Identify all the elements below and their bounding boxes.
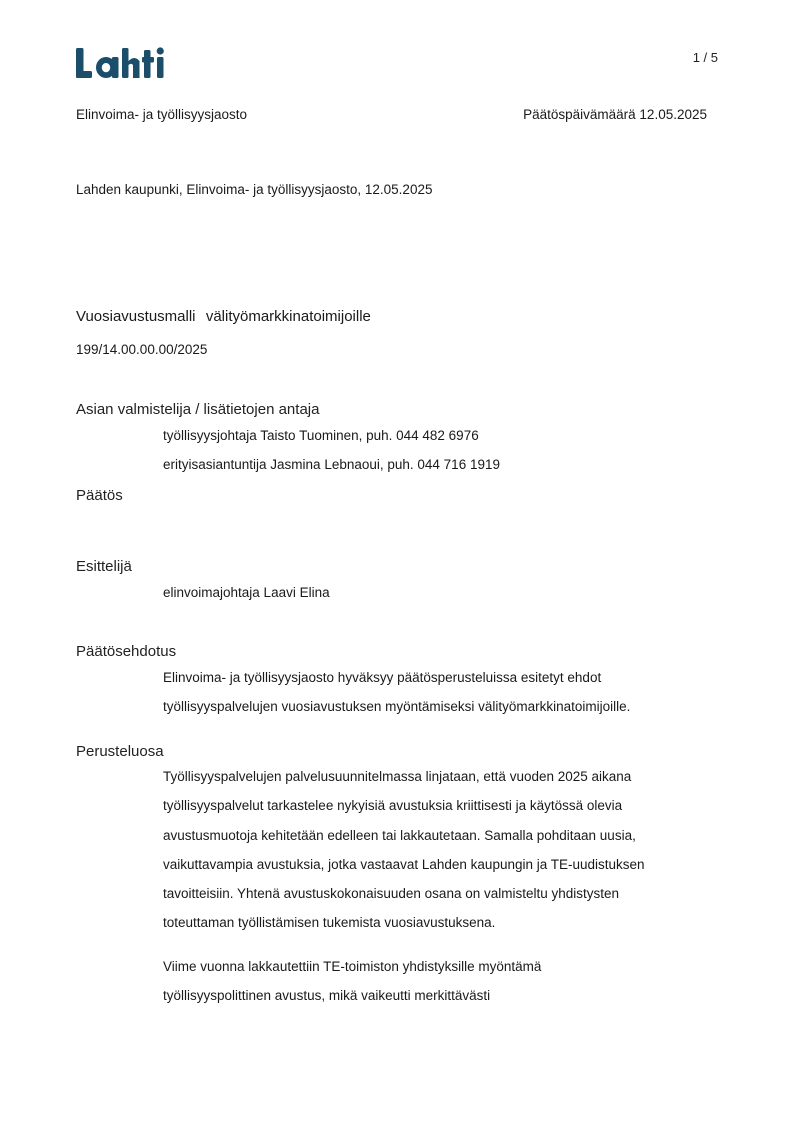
- rationale-paragraph-1: [163, 762, 703, 938]
- proposal-line: työllisyyspalvelujen vuosiavustuksen myöntämiseksi välityömarkkinatoimijoille.: [163, 699, 631, 715]
- diary-number: 199/14.00.00.00/2025: [76, 342, 208, 357]
- rationale-paragraph-2: [163, 952, 703, 1011]
- document-title: Vuosiavustusmalli välityömarkkinatoimijoille: [76, 308, 371, 325]
- page-number: 1 / 5: [692, 50, 718, 65]
- decision-date: Päätöspäivämäärä 12.05.2025: [523, 107, 707, 122]
- rationale-heading: Perusteluosa: [76, 743, 164, 760]
- proposal-heading: Päätösehdotus: [76, 643, 177, 660]
- decision-heading: Päätös: [76, 487, 123, 504]
- rationale-line: avustusmuotoja kehitetään edelleen tai lakkautetaan. Samalla pohditaan uusia,: [163, 827, 636, 843]
- presenter-heading: Esittelijä: [76, 558, 132, 575]
- presenter-name: elinvoimajohtaja Laavi Elina: [163, 585, 330, 600]
- preparers-heading: Asian valmistelija / lisätietojen antaja: [76, 401, 320, 418]
- rationale-line: tavoitteisiin. Yhtenä avustuskokonaisuuden osana on valmisteltu yhdistysten: [163, 886, 620, 902]
- rationale-line: Viime vuonna lakkautettiin TE-toimiston yhdistyksille myöntämä: [163, 959, 542, 974]
- lahti-logo-icon: [76, 44, 168, 84]
- lahti-logo: [76, 44, 168, 84]
- place-line: Lahden kaupunki, Elinvoima- ja työllisyysjaosto, 12.05.2025: [76, 182, 433, 197]
- rationale-line: työllisyyspalvelut tarkastelee nykyisiä avustuksia kriittisesti ja käytössä olevia: [163, 798, 623, 814]
- committee-name: Elinvoima- ja työllisyysjaosto: [76, 107, 248, 122]
- rationale-line: työllisyyspolittinen avustus, mikä vaikeutti merkittävästi: [163, 988, 491, 1004]
- rationale-line: toteuttaman työllistämisen tukemista vuosiavustuksena.: [163, 915, 496, 931]
- proposal-text: [163, 663, 703, 722]
- preparer-line: erityisasiantuntija Jasmina Lebnaoui, puh. 044 716 1919: [163, 457, 500, 472]
- proposal-line: Elinvoima- ja työllisyysjaosto hyväksyy päätösperusteluissa esitetyt ehdot: [163, 670, 602, 685]
- rationale-line: Työllisyyspalvelujen palvelusuunnitelmassa linjataan, että vuoden 2025 aikana: [163, 769, 632, 784]
- rationale-line: vaikuttavampia avustuksia, jotka vastaavat Lahden kaupungin ja TE-uudistuksen: [163, 856, 645, 872]
- preparer-line: työllisyysjohtaja Taisto Tuominen, puh. 044 482 6976: [163, 428, 479, 443]
